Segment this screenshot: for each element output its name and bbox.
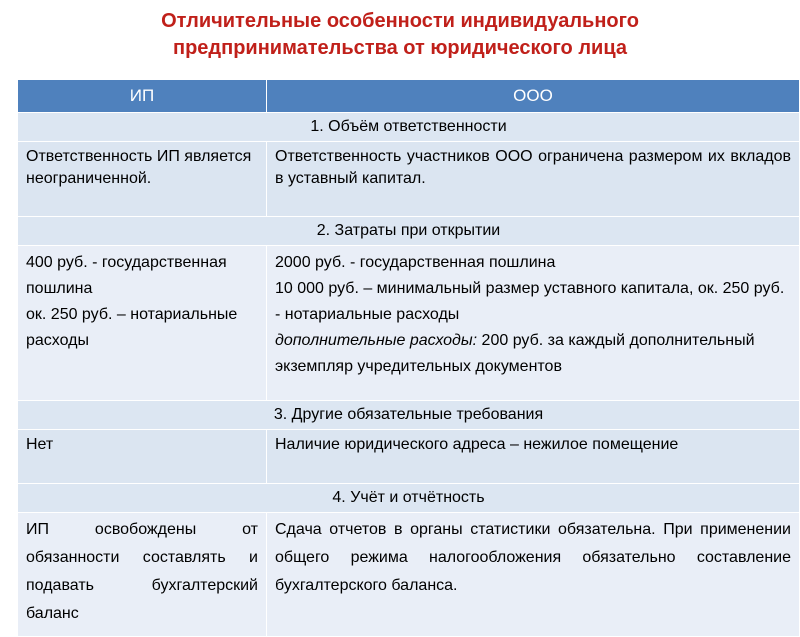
section-heading-row [18,113,800,142]
cell-line: 400 руб. - государственная пошлина [26,254,227,297]
section-heading: 2. Затраты при открытии [18,217,800,246]
cell-line: 2000 руб. - государственная пошлина [275,254,556,271]
page-title [0,8,800,62]
italic-label: дополнительные расходы: [275,332,478,349]
section-heading: 3. Другие обязательные требования [18,401,800,430]
cell-ip: Нет [18,430,267,484]
cell-ooo [267,246,800,401]
cell-ip: ИП освобождены от обязанности составлять и подавать бухгалтерский баланс [18,513,267,637]
cell-line: ок. 250 руб. – нотариальные расходы [26,306,238,349]
table-header-row [18,80,800,113]
cell-line [275,328,791,380]
table-row [18,513,800,637]
section-heading: 1. Объём ответственности [18,113,800,142]
section-heading-row [18,401,800,430]
cell-ip: Ответственность ИП является неограниченной. [18,142,267,217]
header-ooo: ООО [267,80,800,113]
table-row [18,246,800,401]
cell-ooo: Наличие юридического адреса – нежилое помещение [267,430,800,484]
title-line-1: Отличительные особенности индивидуального [161,10,639,32]
cell-ip [18,246,267,401]
section-heading: 4. Учёт и отчётность [18,484,800,513]
section-heading-row [18,484,800,513]
title-line-2: предпринимательства от юридического лица [173,37,627,59]
header-ip: ИП [18,80,267,113]
cell-line: 10 000 руб. – минимальный размер уставного капитала, ок. 250 руб. - нотариальные расходы [275,280,785,323]
cell-ooo: Сдача отчетов в органы статистики обязательна. При применении общего режима налогообложения обязательно составление бухгалтерского баланса. [267,513,800,637]
table-row [18,430,800,484]
section-heading-row [18,217,800,246]
comparison-table [17,79,800,637]
cell-text: 200 руб. за каждый дополнительный экземпляр учредительных документов [275,332,755,375]
table-row [18,142,800,217]
cell-ooo: Ответственность участников ООО ограничена размером их вкладов в уставный капитал. [267,142,800,217]
